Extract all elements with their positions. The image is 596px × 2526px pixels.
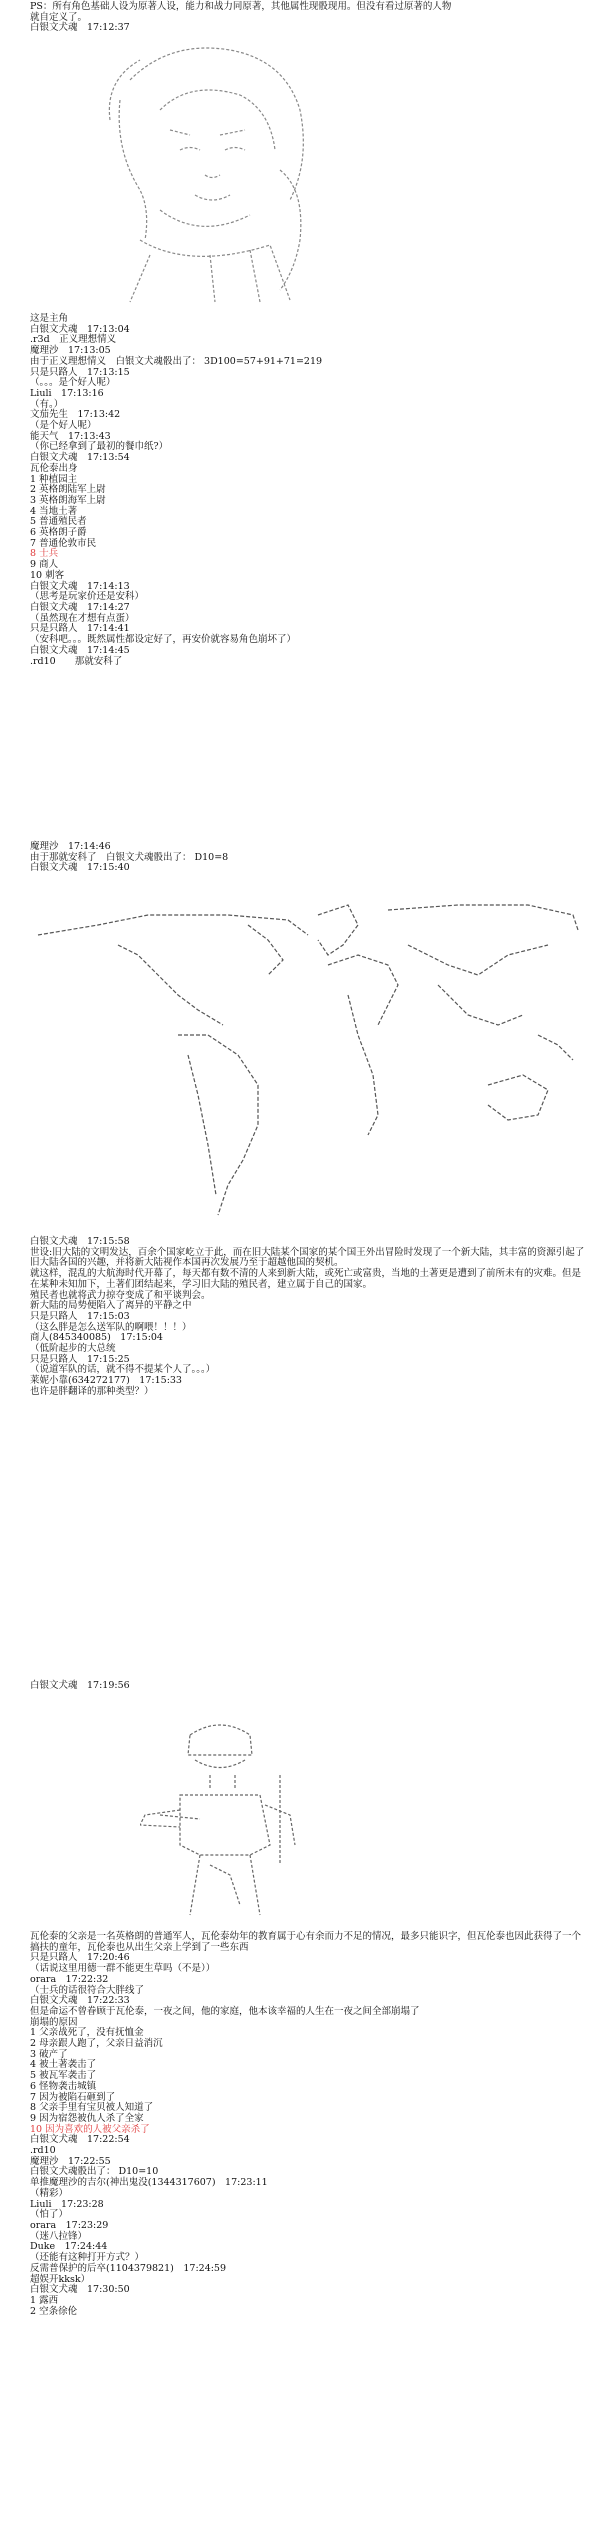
- timestamp-line: 白银文犬魂 17:22:33: [30, 1995, 130, 2007]
- option-line: 5 被瓦军袭击了: [30, 2070, 97, 2082]
- timestamp-line: 只是只路人 17:20:46: [30, 1952, 130, 1964]
- option-line: 9 商人: [30, 559, 59, 571]
- timestamp-line: 单推魔理沙的吉尔(神出鬼没(1344317607) 17:23:11: [30, 2177, 268, 2189]
- timestamp-line: 白银文犬魂 17:14:13: [30, 580, 130, 592]
- timestamp-line: 能天气 17:13:43: [30, 430, 111, 442]
- option-line: 4 当地土著: [30, 505, 78, 517]
- option-line: 1 露西: [30, 2294, 59, 2306]
- timestamp-line: 白银文犬魂 17:14:45: [30, 644, 130, 656]
- timestamp-line: 魔理沙 17:14:46: [30, 841, 111, 852]
- chat-line: （迷八拉锋）: [30, 2230, 88, 2242]
- timestamp-line: 白银文犬魂 17:15:58: [30, 1236, 130, 1247]
- option-line: 3 英格朗海军上尉: [30, 494, 106, 506]
- timestamp-line: orara 17:22:32: [30, 1973, 109, 1985]
- chat-line: 瓦伦泰出身: [30, 462, 78, 474]
- option-line: 2 英格朗陆军上尉: [30, 484, 106, 496]
- timestamp-line: Liuli 17:13:16: [30, 387, 104, 399]
- story-paragraph: 世设:旧大陆的文明发达，百余个国家屹立于此，而在旧大陆某个国家的某个国王外出冒险时发现了一个新大陆，其丰富的资源引起了旧大陆各国的兴趣，并将新大陆视作本国再次发展乃至于超越他国的契机。: [30, 1246, 585, 1269]
- timestamp-line: 莱妮小靠(634272177) 17:15:33: [30, 1375, 182, 1387]
- timestamp-line: 文茄先生 17:13:42: [30, 409, 121, 421]
- chat-line: （安科吧。。。既然属性都设定好了，再安价就容易角色崩坏了）: [30, 634, 297, 646]
- chat-line: （思考是玩家价还是安科）: [30, 591, 145, 603]
- story-paragraph: 就这样，混乱的大航海时代开幕了，每天都有数不清的人来到新大陆，或死亡或富贵，当地的土著更是遭到了前所未有的灾难。但是在某种未知加下，土著们团结起来，学习旧大陆的殖民者，建立属于自己的国家。: [30, 1268, 582, 1290]
- timestamp-line: 白银文犬魂 17:14:27: [30, 601, 130, 613]
- timestamp-line: 白银文犬魂 17:13:54: [30, 452, 130, 464]
- soldier-ascii-art: [140, 1715, 310, 1920]
- chat-line: （有。）: [30, 398, 64, 410]
- protagonist-ascii-art: [100, 40, 320, 310]
- timestamp-line: 白银文犬魂 17:12:37: [30, 22, 130, 34]
- option-line: 8 父亲手里有宝贝被人知道了: [30, 2102, 154, 2114]
- timestamp-line: orara 17:23:29: [30, 2219, 109, 2231]
- timestamp-line: 白银文犬魂 17:19:56: [30, 1680, 130, 1691]
- story-paragraph: 瓦伦泰的父亲是一名英格朗的普通军人，瓦伦泰幼年的教育属于心有余而力不足的情况，最多只能识字，但瓦伦泰也因此获得了一个搞扶的童年，瓦伦泰也从出生父亲上学到了一些东西: [30, 1931, 582, 1953]
- chat-line: （低阶起步的大总统: [30, 1343, 116, 1355]
- timestamp-line: Liuli 17:23:28: [30, 2198, 104, 2210]
- chat-line: （这么胖是怎么送军队的啊喂！！！）: [30, 1321, 192, 1333]
- chat-line: （你已经拿到了最初的餐巾纸?）: [30, 441, 169, 453]
- chat-line: 殖民者也就将武力掠夺变成了和平谈判会。: [30, 1289, 211, 1301]
- intro-line: 就自定义了。: [30, 11, 88, 23]
- option-line: 1 种植园主: [30, 473, 78, 485]
- timestamp-line: 只是只路人 17:14:41: [30, 623, 130, 635]
- chat-line: （还能有这种打开方式？）: [30, 2252, 145, 2264]
- chat-line: （是个好人呢）: [30, 420, 97, 432]
- option-line: 10 刺客: [30, 569, 65, 581]
- option-line: 7 普通伦敦市民: [30, 537, 97, 549]
- option-line: 9 因为宿怨被仇人杀了全家: [30, 2112, 144, 2124]
- chat-line: （怕了）: [30, 2209, 69, 2221]
- timestamp-line: 反需普保护的后卒(1104379821) 17:24:59: [30, 2262, 227, 2274]
- chat-line: （话说这里用德一群不能更生草吗（不是））: [30, 1963, 216, 1975]
- timestamp-line: 商人(845340085) 17:15:04: [30, 1332, 163, 1344]
- timestamp-line: 魔理沙 17:13:05: [30, 345, 111, 357]
- timestamp-line: 白银文犬魂 17:22:54: [30, 2134, 130, 2146]
- chat-line: 由于那就安科了 白银文犬魂骰出了： D10=8: [30, 851, 229, 863]
- timestamp-line: 只是只路人 17:13:15: [30, 366, 130, 378]
- selected-option-line: 8 士兵: [30, 548, 59, 560]
- option-line: 2 母亲跟人跑了，父亲日益消沉: [30, 2038, 163, 2050]
- chat-line: 超娱开kksk）: [30, 2273, 91, 2285]
- chat-line: 但是命运不曾眷顾于瓦伦泰，一夜之间，他的家庭，他本该幸福的人生在一夜之间全部崩塌了: [30, 2005, 420, 2017]
- timestamp-line: 魔理沙 17:22:55: [30, 2155, 111, 2167]
- chat-line: .r3d 正义理想情义: [30, 334, 117, 346]
- chat-line: .rd10: [30, 2145, 56, 2157]
- chat-line: 新大陆的局势便陷入了离异的平静之中: [30, 1300, 192, 1312]
- chat-line: （精彩）: [30, 2187, 69, 2199]
- chat-line: 白银文犬魂骰出了： D10=10: [30, 2166, 159, 2178]
- option-line: 3 破产了: [30, 2048, 68, 2060]
- timestamp-line: 只是只路人 17:15:03: [30, 1310, 130, 1322]
- chat-line: （士兵的话很符合大胖线了: [30, 1984, 145, 1996]
- intro-line: PS：所有角色基础人设为原著人设，能力和战力同原著，其他属性现骰现用。但没有看过原著的人物: [30, 1, 452, 12]
- option-line: 6 怪物袭击城镇: [30, 2080, 97, 2092]
- option-line: 5 普通殖民者: [30, 516, 87, 528]
- timestamp-line: 白银文犬魂 17:30:50: [30, 2284, 130, 2296]
- chat-line: （。。。是个好人呢）: [30, 377, 116, 389]
- chat-line: （虽然现在才想有点蛋）: [30, 612, 135, 624]
- chat-line: 也许是胖翻译的那种类型？）: [30, 1385, 154, 1397]
- chat-line: 这是主角: [30, 313, 69, 324]
- option-line: 4 被土著袭击了: [30, 2059, 97, 2071]
- world-map-ascii-art: [28, 885, 588, 1225]
- chat-line: .rd10 那就安科了: [30, 655, 123, 667]
- chat-line: （说道军队的话，就不得不提某个人了。。。）: [30, 1364, 216, 1376]
- timestamp-line: 白银文犬魂 17:15:40: [30, 862, 130, 874]
- option-line: 7 因为被陷石砸到了: [30, 2091, 116, 2103]
- timestamp-line: 只是只路人 17:15:25: [30, 1353, 130, 1365]
- option-line: 1 父亲战死了，没有抚恤金: [30, 2027, 144, 2039]
- option-line: 2 空条徐伦: [30, 2305, 78, 2317]
- timestamp-line: Duke 17:24:44: [30, 2241, 108, 2253]
- selected-option-line: 10 因为喜欢的人被父亲杀了: [30, 2123, 150, 2135]
- timestamp-line: 白银文犬魂 17:13:04: [30, 323, 130, 335]
- chat-line: 由于正义理想情义 白银文犬魂骰出了： 3D100=57+91+71=219: [30, 355, 323, 367]
- option-line: 6 英格朗子爵: [30, 527, 87, 539]
- chat-line: 崩塌的原因: [30, 2016, 78, 2028]
